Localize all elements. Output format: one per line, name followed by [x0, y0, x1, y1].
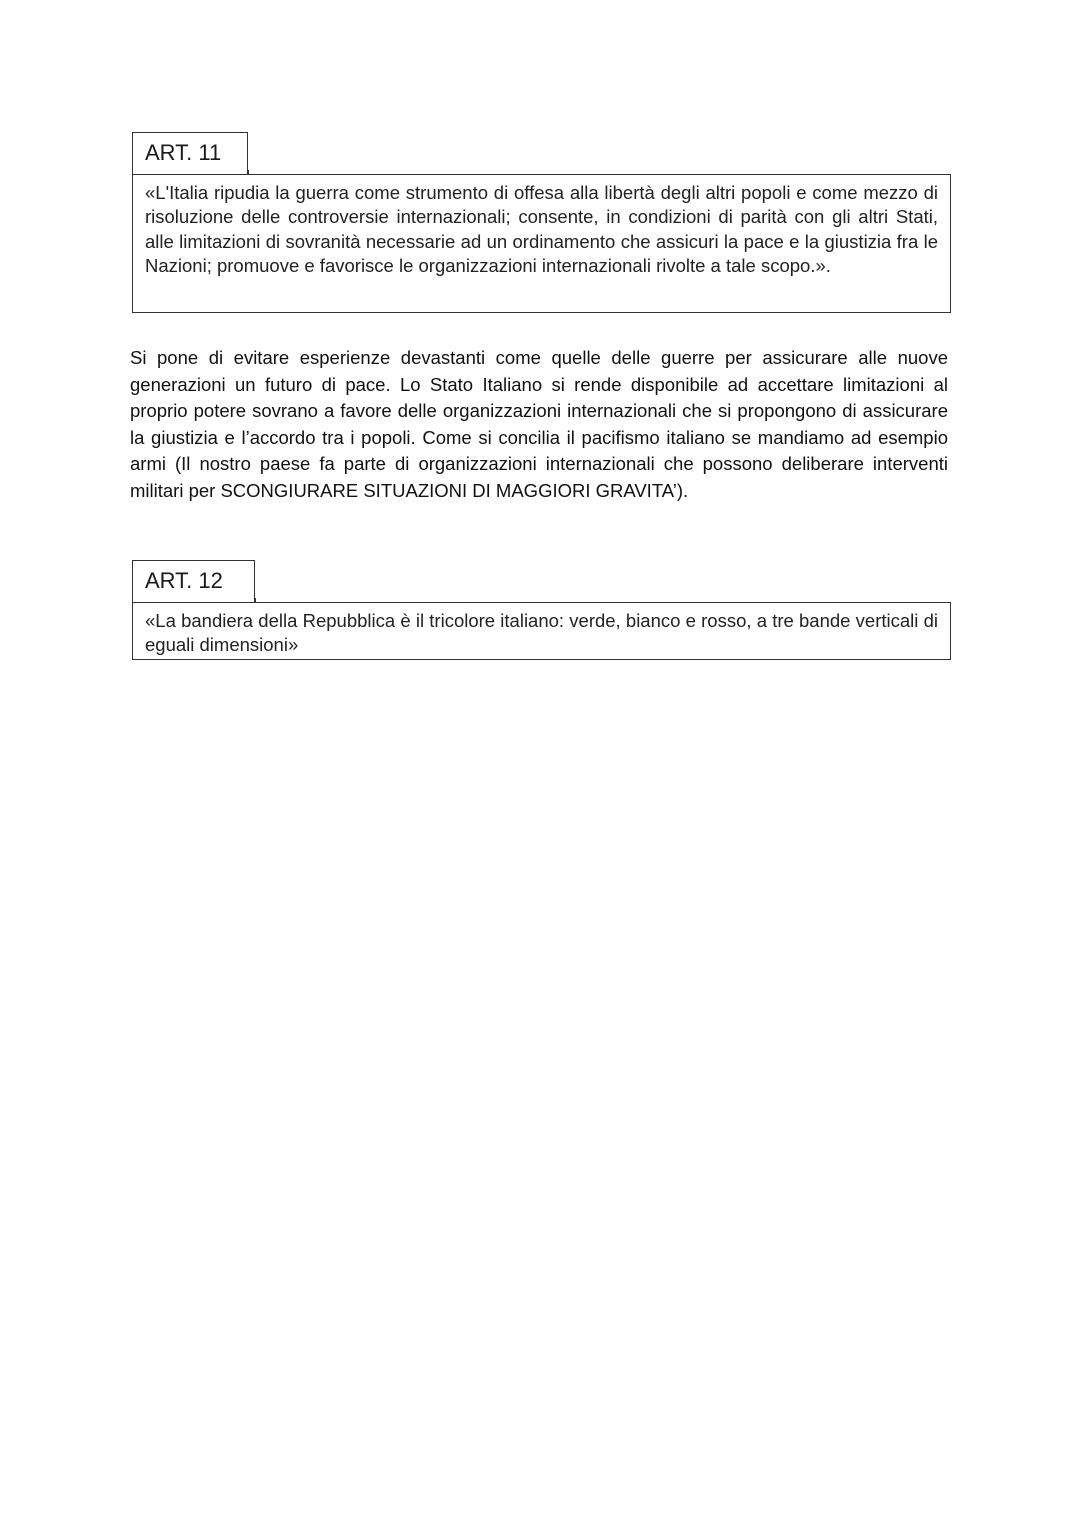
article-11-label-text: ART. 11 [145, 140, 222, 165]
article-12-quote-box [132, 602, 951, 660]
commentary-paragraph: Si pone di evitare esperienze devastanti come quelle delle guerre per assicurare alle nuove generazioni un futuro di pace. Lo Stato Italiano si rende disponibile ad accettare limitazioni al proprio potere sovrano a favore delle organizzazioni internazionali che si propongono di assicurare la giustizia e l’accordo tra i popoli. Come si concilia il pacifismo italiano se mandiamo ad esempio armi (Il nostro paese fa parte di organizzazioni internazionali che possono deliberare interventi militari per SCONGIURARE SITUAZIONI DI MAGGIORI GRAVITA’). [130, 347, 948, 501]
article-12-label-text: ART. 12 [145, 568, 223, 593]
article-12-text: «La bandiera della Repubblica è il tricolore italiano: verde, bianco e rosso, a tre bande verticali di eguali dimensioni» [145, 610, 938, 656]
article-11-text: «L'Italia ripudia la guerra come strumento di offesa alla libertà degli altri popoli e come mezzo di risoluzione delle controversie internazionali; consente, in condizioni di parità con gli altri Stati, alle limitazioni di sovranità necessarie ad un ordinamento che assicuri la pace e la giustizia fra le Nazioni; promuove e favorisce le organizzazioni internazionali rivolte a tale scopo.». [145, 182, 938, 276]
article-12-label [132, 560, 255, 602]
article-11-quote-box [132, 174, 951, 313]
article-11-label [132, 132, 248, 174]
